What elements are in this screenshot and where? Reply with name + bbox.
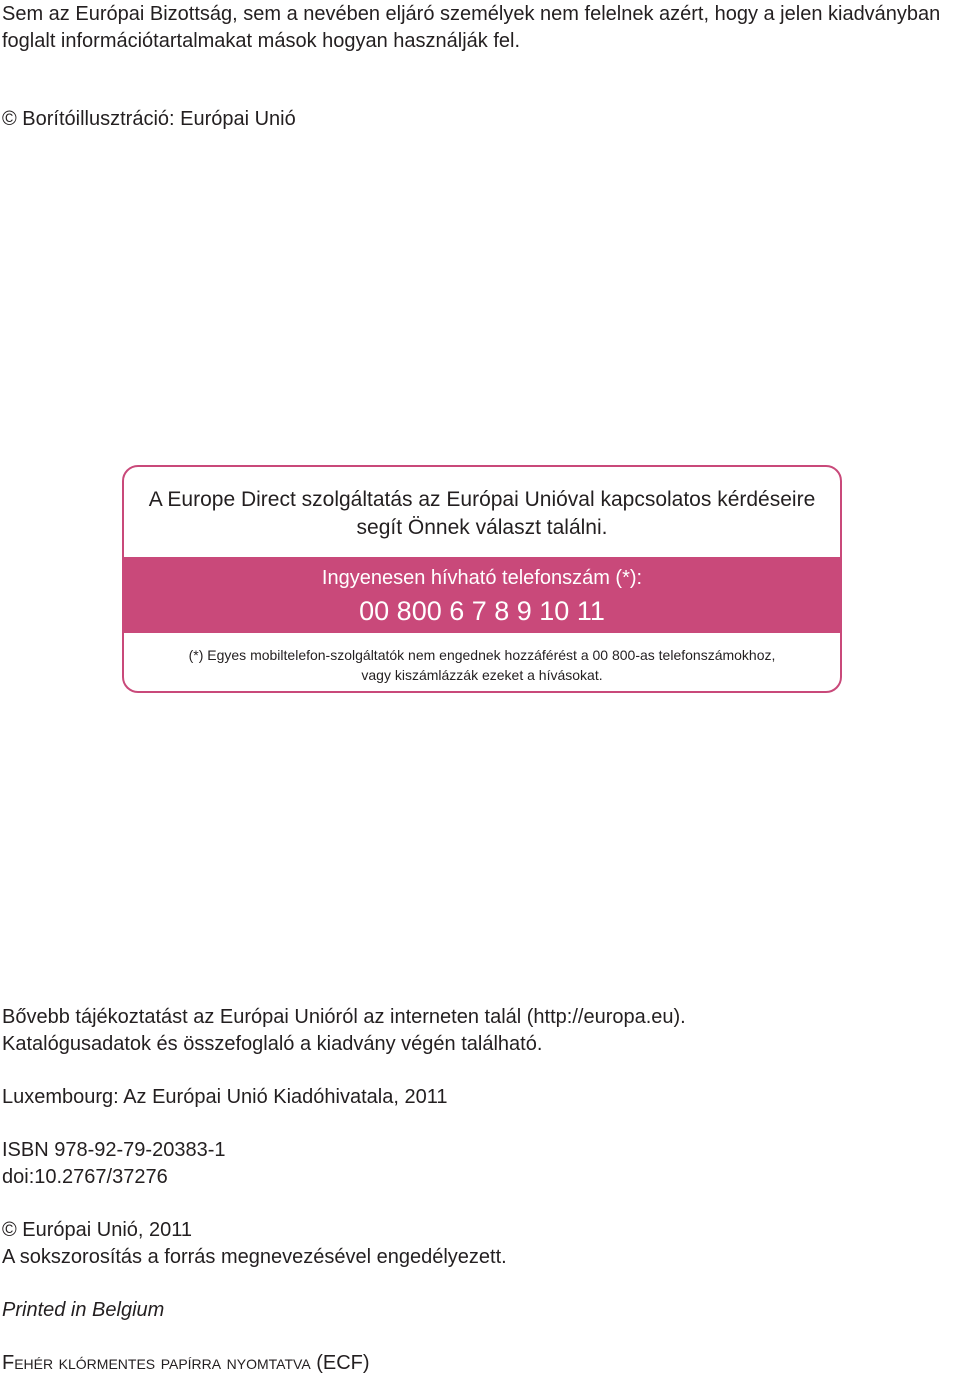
footnote-line: vagy kiszámlázzák ezeket a hívásokat. bbox=[361, 667, 603, 683]
isbn: ISBN 978-92-79-20383-1 bbox=[2, 1139, 226, 1161]
copyright-notice bbox=[2, 1217, 507, 1271]
more-info bbox=[2, 1004, 686, 1058]
europe-direct-box bbox=[122, 465, 842, 693]
paper-note: Fehér klórmentes papírra nyomtatva (ECF) bbox=[2, 1352, 370, 1374]
freephone-label: Ingyenesen hívható telefonszám (*): bbox=[321, 567, 643, 589]
printed-in: Printed in Belgium bbox=[2, 1299, 165, 1321]
cover-credit: © Borítóillusztráció: Európai Unió bbox=[2, 108, 296, 130]
phone-number: 00 800 6 7 8 9 10 11 bbox=[359, 596, 605, 626]
intro-line: segít Önnek választ találni. bbox=[356, 516, 608, 539]
intro-line: A Europe Direct szolgáltatás az Európai Unióval kapcsolatos kérdéseire bbox=[148, 488, 816, 511]
doi: doi:10.2767/37276 bbox=[2, 1166, 168, 1188]
identifiers bbox=[2, 1137, 225, 1191]
freephone-footnote bbox=[134, 645, 830, 685]
europe-direct-intro bbox=[124, 486, 840, 542]
disclaimer-line: foglalt információtartalmakat mások hogyan használják fel. bbox=[2, 30, 521, 52]
freephone-band bbox=[124, 557, 840, 633]
copyright-line: A sokszorosítás a forrás megnevezésével engedélyezett. bbox=[2, 1246, 507, 1268]
disclaimer-line: Sem az Európai Bizottság, sem a nevében eljáró személyek nem felelnek azért, hogy a jelen kiadványban bbox=[2, 3, 941, 25]
copyright-line: © Európai Unió, 2011 bbox=[2, 1219, 193, 1241]
publisher-line: Luxembourg: Az Európai Unió Kiadóhivatala, 2011 bbox=[2, 1086, 448, 1108]
legal-disclaimer bbox=[2, 1, 960, 55]
footnote-line: (*) Egyes mobiltelefon-szolgáltatók nem engednek hozzáférést a 00 800-as telefonszámokhoz, bbox=[188, 647, 776, 663]
more-info-line: Katalógusadatok és összefoglaló a kiadvány végén található. bbox=[2, 1033, 543, 1055]
more-info-line: Bővebb tájékoztatást az Európai Unióról az interneten talál (http://europa.eu). bbox=[2, 1006, 686, 1028]
